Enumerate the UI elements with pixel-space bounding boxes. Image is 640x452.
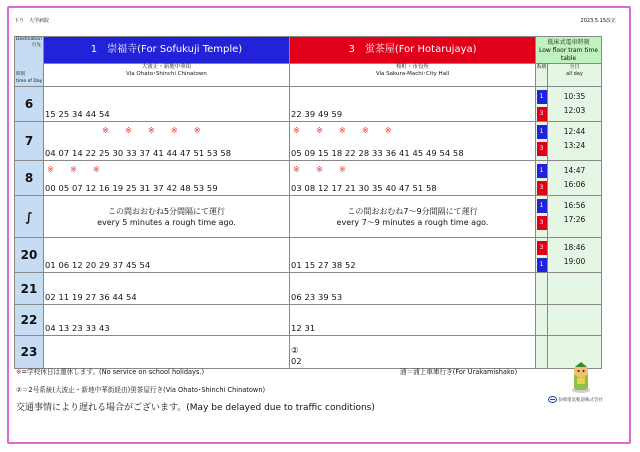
lowfloor-sys-cell [536,87,548,122]
hour-cell: 8 [15,161,44,196]
lowfloor-system-badge: 1 [537,199,547,213]
via-sofukuji-en: Via Ohato･Shinchi Chinatown [126,71,207,77]
minutes-sofukuji [44,87,290,122]
destination-label-jp: 行先 [32,43,41,48]
time-label-jp: 時刻 [16,72,25,77]
hour-row [15,196,602,238]
note-route-2: ②＝2号系統(大波止・新地中華街経由)蛍茶屋行き(Via Ohato･Shinchi Chinatown) [16,386,266,394]
lowfloor-sys-cell [536,305,548,336]
lowfloor-time: 12:03 [563,106,586,115]
hour-row [15,336,602,369]
minutes-text: 04 13 23 33 43 [45,323,110,333]
lowfloor-time-cell [548,238,602,273]
note-school-holiday [16,366,204,376]
lowfloor-sys-cell [536,238,548,273]
note-delay: 交通事情により遅れる場合がございます。(May be delayed due to traffic conditions) [16,403,375,413]
lowfloor-time: 19:00 [563,257,586,266]
minutes-text: 12 31 [291,323,316,333]
lowfloor-system-badge: 3 [537,241,547,255]
minutes-sofukuji [44,336,290,369]
note-mark: ※ [16,368,22,376]
company-logo-icon [548,396,557,403]
direction-label: 下り 大学病院 [14,18,50,24]
lowfloor-time: 18:46 [563,243,586,252]
minutes-text: 15 25 34 44 54 [45,109,110,119]
hour-row [15,161,602,196]
lowfloor-time-cell [548,122,602,161]
minutes-text: 02 11 19 27 36 44 54 [45,292,137,302]
lowfloor-system-badge: 1 [537,125,547,139]
via-sofukuji-jp: 大波止・新地中華街 [141,64,192,70]
lowfloor-time: 16:56 [563,201,586,210]
minutes-sofukuji [44,238,290,273]
lowfloor-sys-cell [536,273,548,305]
minutes-hotarujaya [290,122,536,161]
via-sofukuji [44,64,290,87]
lowfloor-time: 17:26 [563,215,586,224]
lowfloor-time: 12:44 [563,127,586,136]
minutes-hotarujaya [290,305,536,336]
interval-notice-hotarujaya [290,196,536,238]
lowfloor-system-badge: 3 [537,107,547,121]
school-day-marks: ※※※※※ [293,125,408,135]
destination-sofukuji: 1 崇福寺(For Sofukuji Temple) [44,37,290,64]
lowfloor-col-system: 系統 [536,64,548,87]
lowfloor-title-jp: 低床式電車時刻 [547,39,590,46]
lowfloor-time-cell [548,196,602,238]
minutes-text: 01 06 12 20 29 37 45 54 [45,260,151,270]
hour-cell: 23 [15,336,44,369]
minutes-text: 22 39 49 59 [291,109,343,119]
lowfloor-time-cell [548,87,602,122]
hour-cell: 7 [15,122,44,161]
hour-row [15,238,602,273]
lowfloor-title-en: Low floor tram time table [538,47,599,62]
school-day-marks: ※※※ [47,164,116,174]
destination-hotarujaya: 3 蛍茶屋(For Hotarujaya) [290,37,536,64]
destination-label: Destination [16,37,42,42]
hour-cell: 22 [15,305,44,336]
lowfloor-time-cell [548,161,602,196]
lowfloor-system-badge: 1 [537,258,547,272]
note-text: =学校休日は運休します。(No service on school holidays.) [21,368,205,376]
note-urakami: 浦＝浦上車庫行き(For Urakamishako) [400,368,518,376]
lowfloor-col-time-jp: 全日 [569,64,580,70]
lowfloor-time: 16:06 [563,180,586,189]
lowfloor-title [536,37,602,64]
lowfloor-sys-cell [536,196,548,238]
interval-notice-jp: この間おおむね7～9分間隔にて運行 [347,206,478,216]
lowfloor-col-time [548,64,602,87]
hour-row [15,305,602,336]
lowfloor-system-badge: 1 [537,90,547,104]
time-label: time of Day [16,79,43,84]
lowfloor-sys-cell [536,122,548,161]
minutes-sofukuji [44,122,290,161]
lowfloor-time: 14:47 [563,166,586,175]
minutes-text: 00 05 07 12 16 19 25 31 37 42 48 53 59 [45,183,218,193]
minutes-text: 06 23 39 53 [291,292,343,302]
minutes-hotarujaya [290,87,536,122]
lowfloor-time-cell [548,273,602,305]
minutes-hotarujaya [290,336,536,369]
route-2-mark: ② [291,345,299,355]
school-day-marks: ※※※※※ [102,125,217,135]
lowfloor-time: 13:24 [563,141,586,150]
hour-cell: ∫ [15,196,44,238]
minutes-hotarujaya [290,161,536,196]
lowfloor-system-badge: 3 [537,216,547,230]
timetable [14,36,602,369]
minutes-text: 04 07 14 22 25 30 33 37 41 44 47 51 53 58 [45,148,232,158]
interval-notice-sofukuji [44,196,290,238]
corner-header [15,37,44,87]
lowfloor-system-badge: 3 [537,142,547,156]
lowfloor-col-time-en: all day [566,71,583,77]
minutes-hotarujaya [290,238,536,273]
interval-notice-en: every 5 minutes a rough time ago. [97,217,236,227]
minutes-sofukuji [44,305,290,336]
minutes-text: 03 08 12 17 21 30 35 40 47 51 58 [291,183,437,193]
school-day-marks: ※※※ [293,164,362,174]
company-name: 長崎電気軌道株式会社 [558,398,603,403]
lowfloor-time: 10:35 [563,92,586,101]
hour-row [15,273,602,305]
interval-notice-en: every 7～9 minutes a rough time ago. [336,217,489,227]
hour-row [15,87,602,122]
lowfloor-sys-cell [536,161,548,196]
via-hotarujaya-jp: 桜町・市役所 [395,64,429,70]
minutes-sofukuji [44,273,290,305]
minutes-hotarujaya [290,273,536,305]
lowfloor-system-badge: 1 [537,164,547,178]
mascot-illustration [566,362,596,396]
lowfloor-system-badge: 3 [537,181,547,195]
hour-cell: 20 [15,238,44,273]
hour-row [15,122,602,161]
minutes-text: 01 15 27 38 52 [291,260,356,270]
minutes-text: 02 [291,356,302,366]
revision-date: 2023.5.15改正 [580,18,616,24]
hour-cell: 21 [15,273,44,305]
lowfloor-sys-cell [536,336,548,369]
via-hotarujaya-en: Via Sakura-Machi･City Hall [375,71,450,77]
minutes-sofukuji [44,161,290,196]
minutes-text: 05 09 15 18 22 28 33 36 41 45 49 54 58 [291,148,464,158]
lowfloor-time-cell [548,305,602,336]
hour-cell: 6 [15,87,44,122]
via-hotarujaya [290,64,536,87]
interval-notice-jp: この間おおむね5分間隔にて運行 [107,206,226,216]
